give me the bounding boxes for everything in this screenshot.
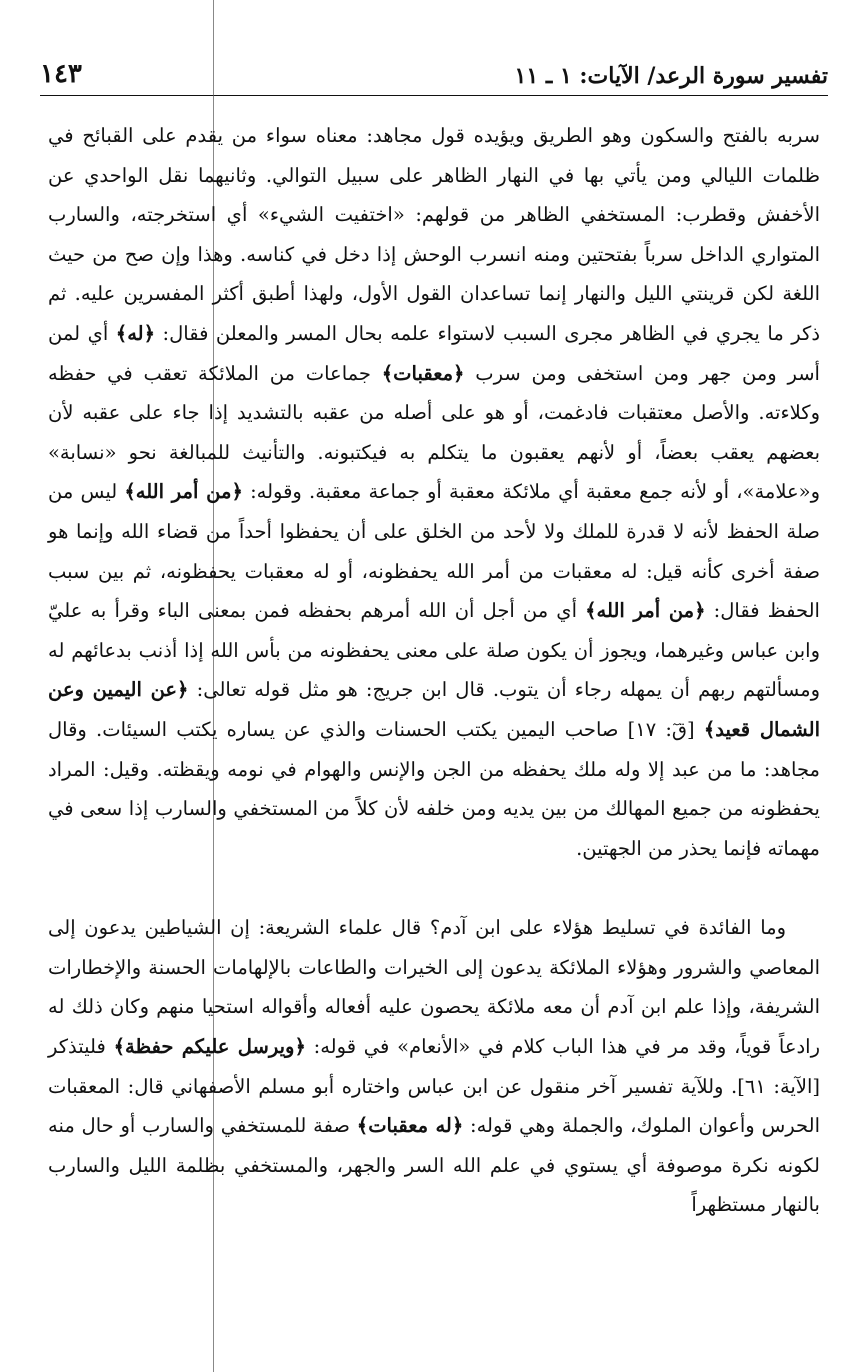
page-number: ١٤٣	[40, 59, 82, 89]
text-run: سربه بالفتح والسكون وهو الطريق ويؤيده قول مجاهد: معناه سواء من يقدم على القبائح في ظلمات الليالي ومن يأتي بها في النهار الظاهر على سبيل التوالي. وثانيهما نقل الواحدي عن الأخفش وقطرب: المستخفي الظاهر من قولهم: «اختفيت الشيء» أي استخرجته، والسارب المتواري الداخل سرباً بفتحتين ومنه انسرب الوحش إذا دخل في كناسه. وهذا وإن صح من حيث اللغة لكن قرينتي الليل والنهار إنما تساعدان القول الأول، ولهذا أطبق أكثر المفسرين عليه. ثم ذكر ما يجري في الظاهر مجرى السبب لاستواء علمه بحال المسر والمعلن فقال:	[48, 124, 821, 345]
quran-quote: ﴿ويرسل عليكم حفظة﴾	[113, 1035, 306, 1059]
quran-quote: ﴿له﴾	[115, 321, 156, 345]
running-title: تفسير سورة الرعد/ الآيات: ١ ـ ١١	[514, 63, 828, 89]
text-run: أي لمن أسر ومن جهر ومن استخفى ومن سرب	[48, 321, 820, 385]
quran-quote: ﴿من أمر الله﴾	[124, 480, 243, 504]
quran-quote: ﴿له معقبات﴾	[356, 1114, 464, 1138]
text-run: أي من أجل أن الله أمرهم بحفظه فمن بمعنى الباء وقرأ به عليّ وابن عباس وغيرهما، ويجوز أن يكون صلة على معنى يحفظونه من بأس الله إذا أذنب بدعائهم له ومسألتهم ربهم أن يمهله رجاء أن يتوب. قال ابن جريج: هو مثل قوله تعالى:	[48, 599, 821, 702]
paragraph-2	[48, 908, 820, 1225]
text-run: صفة للمستخفي والسارب أو حال منه لكونه نكرة موصوفة أي يستوي في علم الله السر والجهر، والمستخفي بظلمة الليل والسارب بالنهار مستظهراً	[48, 1114, 820, 1217]
text-run: فليتذكر [الآية: ٦١]. وللآية تفسير آخر منقول عن ابن عباس واختاره أبو مسلم الأصفهاني قال: المعقبات الحرس وأعوان الملوك، والجملة وهي قوله:	[48, 1035, 820, 1138]
quran-quote: ﴿عن اليمين وعن الشمال قعيد﴾	[48, 678, 820, 741]
page-header	[40, 52, 828, 96]
text-run: ليس من صلة الحفظ لأنه لا قدرة للملك ولا لأحد من الخلق على أن يحفظوا أحداً من قضاء الله وإنما هو صفة أخرى كأنه قيل: له معقبات من أمر الله يحفظونه، أو له معقبات يحفظونه، ثم بين سبب الحفظ فقال:	[48, 480, 820, 623]
quran-quote: ﴿من أمر الله﴾	[585, 599, 706, 623]
paragraph-1	[48, 116, 820, 868]
quran-quote: ﴿معقبات﴾	[381, 361, 465, 385]
text-run: [قٓ: ١٧] صاحب اليمين يكتب الحسنات والذي عن يساره يكتب السيئات. وقال مجاهد: ما من عبد إلا وله ملك يحفظه من الجن والإنس والهوام في نومه ويقظته. وقيل: المراد يحفظونه من جميع المهالك من بين يديه ومن خلفه لأن كلاً من المستخفي والسارب إذا سعى في مهماته فإنما يحذر من الجهتين.	[48, 717, 820, 860]
text-run: جماعات من الملائكة تعقب في حفظه وكلاءته. والأصل معتقبات فادغمت، أو هو على أصله من عقبه بالتشديد إذا جاء على عقبه لأن بعضهم يعقب بعضاً، أو لأنهم يعقبون ما يتكلم به فيكتبونه. والتأنيث للمبالغة نحو «نسابة» و«علامة»، أو لأنه جمع معقبة أي ملائكة معقبة أو جماعة معقبة. وقوله:	[48, 361, 820, 504]
body-text	[48, 116, 820, 1225]
text-run: وما الفائدة في تسليط هؤلاء على ابن آدم؟ قال علماء الشريعة: إن الشياطين يدعون إلى المعاصي والشرور وهؤلاء الملائكة يدعون إلى الخيرات والطاعات بالإلهامات الحسنة والإخطارات الشريفة، وإذا علم ابن آدم أن معه ملائكة يحصون عليه أفعاله وأقواله استحيا منهم وكان ذلك له رادعاً قوياً، وقد مر في هذا الباب كلام في «الأنعام» في قوله:	[48, 916, 820, 1059]
